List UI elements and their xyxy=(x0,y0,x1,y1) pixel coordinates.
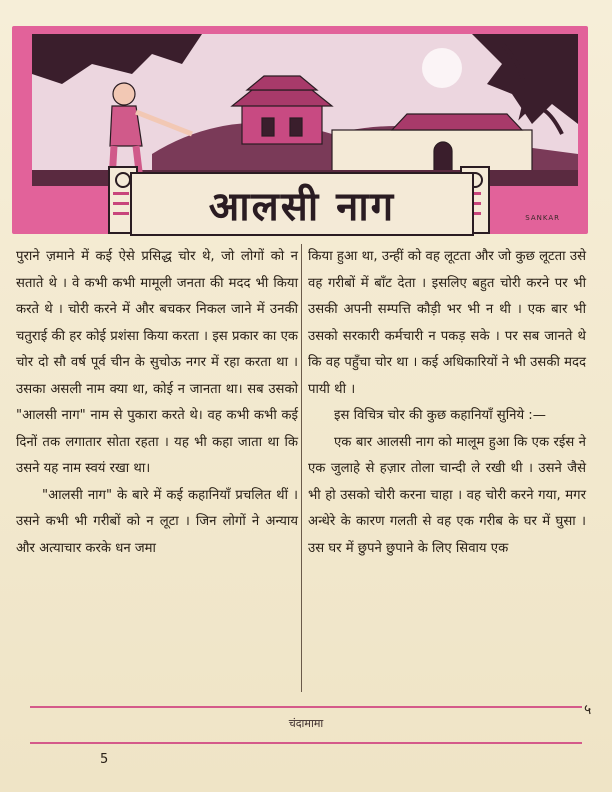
footer-rule-top xyxy=(30,706,582,708)
title-plate xyxy=(130,172,474,236)
header-illustration xyxy=(32,34,578,186)
text-column-left xyxy=(16,244,298,562)
night-scene-illustration xyxy=(32,34,578,186)
paragraph: एक बार आलसी नाग को मालूम हुआ कि एक रईस ने एक जुलाहे से हज़ार तोला चान्दी ले रखी थी । उसने जैसे भी हो उसको चोरी करना चाहा । वह चोरी करने गया, मगर अन्धेरे के कारण गलती से वह एक गरीब के घर में घुसा । उस घर में छुपने छुपाने के लिए सिवाय एक xyxy=(308,434,586,556)
artist-signature: SANKAR xyxy=(525,214,560,222)
footer-rule-bottom xyxy=(30,742,582,744)
story-title: आलसी नाग xyxy=(208,183,396,230)
text-column-right xyxy=(308,244,586,562)
column-divider xyxy=(301,244,302,692)
paragraph: पुराने ज़माने में कई ऐसे प्रसिद्ध चोर थे, जो लोगों को न सताते थे । वे कभी कभी मामूली जनता की मदद भी किया करते थे । चोरी करने में और बचकर निकल जाने में उनकी चतुराई की हर कोई प्रशंसा किया करता । इस प्रकार का एक चोर दो सौ वर्ष पूर्व चीन के सुचोऊ नगर में रहा करता था । उसका असली नाम क्या था, कोई न जानता था। सब उसको "आलसी नाग" नाम से पुकारा करते थे। वह कभी कभी कई दिनों तक लगातार सोता रहता । यह भी कहा जाता था कि उसने यह नाम स्वयं रखा था। xyxy=(16,249,298,476)
continuation-mark: ५ xyxy=(584,702,592,718)
paragraph: किया हुआ था, उन्हीं को वह लूटता और जो कुछ लूटता उसे वह गरीबों में बाँट देता । इसलिए बहुत चोरी करने पर भी उसकी अपनी सम्पत्ति कौड़ी भर भी न थी । एक बार भी उसको सरकारी कर्मचारी न पकड़ सके । पर सब जानते थे कि वह पहुँचा चोर था । कई अधिकारियों ने भी उसकी मदद पायी थी । xyxy=(308,249,586,397)
moon-icon xyxy=(422,48,462,88)
page-number: 5 xyxy=(100,752,109,767)
header-banner xyxy=(12,26,588,234)
paragraph: "आलसी नाग" के बारे में कई कहानियाँ प्रचलित थीं । उसने कभी भी गरीबों को न लूटा । जिन लोगों ने अन्याय और अत्याचार करके धन जमा xyxy=(16,487,298,556)
magazine-name: चंदामामा xyxy=(288,717,324,730)
paragraph: इस विचित्र चोर की कुछ कहानियाँ सुनिये :— xyxy=(334,408,546,423)
